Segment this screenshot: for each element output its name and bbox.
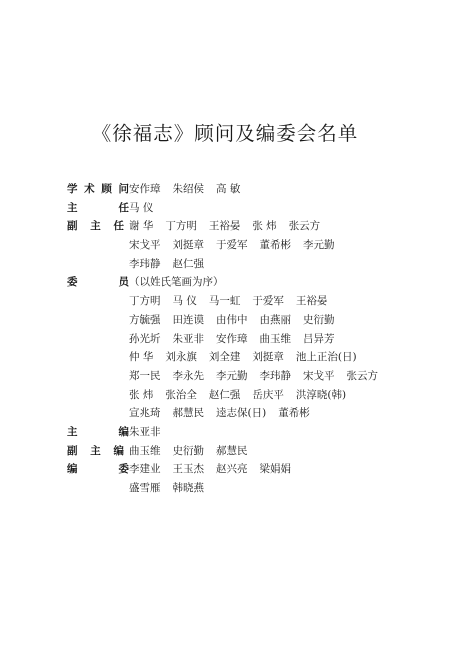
member-name: 刘挺章 [252,351,284,364]
member-name: 洪淳晓(韩) [295,388,347,401]
name-list [129,386,358,405]
section-label: 编 委 [67,463,129,476]
name-list [129,217,332,236]
member-name: 宣兆琦 [129,407,161,420]
member-name: 逵志保(日) [216,407,267,420]
member-name: 赵兴亮 [216,463,248,476]
member-name: 赵仁强 [172,257,204,270]
member-name: 朱亚非 [129,425,161,438]
member-name: 曲玉维 [259,332,291,345]
member-name: 韩晓燕 [172,482,204,494]
name-list [129,442,260,461]
roster-row [67,460,427,479]
committee-roster [67,180,427,498]
member-name: 朱绍侯 [172,183,204,195]
section-label [67,330,129,349]
member-name: 宋戈平 [303,369,335,382]
name-list [129,479,216,498]
member-name: 张 炜 [252,220,277,233]
name-list [129,255,216,274]
member-name: 朱亚非 [172,332,204,345]
member-name: 李元勤 [216,369,248,382]
member-name: 张云方 [288,220,321,233]
member-name: 王玉杰 [172,463,204,476]
member-name: 王裕晏 [208,220,241,233]
member-name: 董希彬 [259,239,291,252]
page-title: 《徐福志》顾问及编委会名单 [91,122,359,145]
member-name: 丁方明 [129,295,161,308]
member-name: 盛雪雁 [129,482,161,494]
roster-row [67,255,427,274]
section-label [67,236,124,255]
section-label [67,292,129,311]
member-name: 李玮静 [129,257,161,270]
name-list [129,367,390,386]
roster-row [67,423,427,442]
member-name: 郑一民 [129,369,161,382]
member-name: 孙光圻 [129,332,161,345]
member-name: 田连谟 [172,313,204,326]
member-name: 丁方明 [165,220,197,233]
section-label: 主 编 [67,425,129,438]
member-name: 于爱军 [252,295,284,308]
ordering-note: （以姓氏笔画为序） [129,276,224,289]
section-label [67,386,129,405]
member-name: 安作璋 [129,183,161,195]
member-name: 高 敏 [216,183,241,195]
member-name: 刘永旗 [165,351,197,364]
name-list [129,273,224,292]
name-list [129,311,347,330]
name-list [129,199,165,218]
section-label [67,348,129,367]
member-name: 刘全建 [208,351,241,364]
member-name: 张云方 [346,369,378,382]
member-name: 史衍勤 [172,444,204,457]
name-list [129,460,303,479]
roster-row [67,180,427,199]
member-name: 曲玉维 [129,444,161,457]
member-name: 李永先 [172,369,204,382]
member-name: 郝慧民 [216,444,248,457]
member-name: 李建业 [129,463,161,476]
section-label: 学 术 顾 问 [67,183,129,195]
member-name: 池上正治(日) [295,351,357,364]
name-list [129,330,347,349]
name-list [129,348,369,367]
name-list [129,236,347,255]
section-label [67,479,129,498]
member-name: 由燕丽 [259,313,291,326]
section-label: 副 主 编 [67,444,124,457]
member-name: 张 炜 [129,388,154,401]
member-name: 方毓强 [129,313,161,326]
roster-row [67,311,427,330]
roster-row [67,479,427,498]
name-list [129,292,339,311]
member-name: 史衍勤 [303,313,335,326]
member-name: 宋戈平 [129,239,161,252]
member-name: 赵仁强 [208,388,241,401]
roster-row [67,236,427,255]
section-label: 主 任 [67,201,129,214]
section-label [67,311,129,330]
member-name: 谢 华 [129,220,154,233]
member-name: 郝慧民 [172,407,204,420]
roster-row [67,367,427,386]
member-name: 于爱军 [216,239,248,252]
member-name: 安作璋 [216,332,248,345]
name-list [129,404,322,423]
member-name: 马 仪 [172,295,197,308]
member-name: 董希彬 [278,407,310,420]
roster-row [67,217,427,236]
name-list [129,423,173,442]
member-name: 马 仪 [129,201,154,214]
roster-row [67,404,427,423]
section-label: 委 员 [67,276,129,289]
member-name: 李元勤 [303,239,335,252]
member-name: 刘挺章 [172,239,204,252]
member-name: 仲 华 [129,351,154,364]
roster-row [67,442,427,461]
member-name: 梁娟娟 [259,463,291,476]
roster-row [67,292,427,311]
roster-row [67,199,427,218]
section-label: 副 主 任 [67,220,124,233]
section-label [67,367,129,386]
member-name: 吕异芳 [303,332,335,345]
member-name: 岳庆平 [252,388,284,401]
name-list [129,180,252,199]
section-label [67,404,129,423]
member-name: 由伟中 [216,313,248,326]
roster-row [67,386,427,405]
member-name: 王裕晏 [295,295,328,308]
roster-row [67,348,427,367]
member-name: 马一虹 [208,295,241,308]
section-label [67,255,124,274]
member-name: 张治全 [165,388,197,401]
roster-row [67,273,427,292]
roster-row [67,330,427,349]
member-name: 李玮静 [259,369,291,382]
